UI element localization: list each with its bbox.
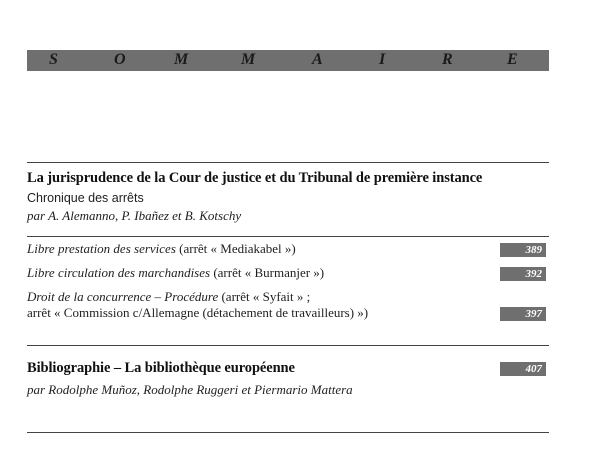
banner-letter: A — [312, 51, 323, 68]
banner-letter: M — [174, 51, 189, 68]
section-divider — [27, 162, 549, 163]
entry-topic: Libre prestation des services — [27, 241, 176, 256]
toc-entry[interactable] — [27, 289, 310, 305]
banner-letter: O — [114, 51, 126, 68]
page-number-badge: 397 — [500, 307, 546, 321]
sommaire-banner — [27, 50, 549, 71]
section-divider — [27, 345, 549, 346]
banner-letter: R — [442, 51, 453, 68]
page-number-badge: 392 — [500, 267, 546, 281]
entry-topic: Libre circulation des marchandises — [27, 265, 211, 280]
banner-letter: S — [49, 51, 58, 68]
banner-letter: M — [241, 51, 256, 68]
section-title: Bibliographie – La bibliothèque européenne — [27, 360, 295, 376]
banner-letter: E — [507, 51, 518, 68]
banner-letter: I — [379, 51, 386, 68]
entry-case: (arrêt « Mediakabel ») — [175, 241, 296, 256]
section-subtitle: Chronique des arrêts — [27, 191, 144, 205]
toc-entry-continuation: arrêt « Commission c/Allemagne (détachement de travailleurs) ») — [27, 305, 369, 320]
bottom-divider — [27, 432, 549, 433]
section-authors: par A. Alemanno, P. Ibañez et B. Kotschy — [27, 208, 242, 223]
section-authors: par Rodolphe Muñoz, Rodolphe Ruggeri et Piermario Mattera — [27, 382, 353, 397]
entry-case: (arrêt « Syfait » ; — [218, 289, 311, 304]
entry-topic: Droit de la concurrence – Procédure — [27, 289, 219, 304]
toc-entry[interactable] — [27, 265, 324, 281]
page-number-badge: 407 — [500, 362, 546, 376]
page-number-badge: 389 — [500, 243, 546, 257]
entry-case: (arrêt « Burmanjer ») — [210, 265, 325, 280]
toc-entry[interactable] — [27, 241, 296, 257]
section-title: La jurisprudence de la Cour de justice et du Tribunal de première instance — [27, 170, 483, 186]
entries-divider — [27, 236, 549, 237]
